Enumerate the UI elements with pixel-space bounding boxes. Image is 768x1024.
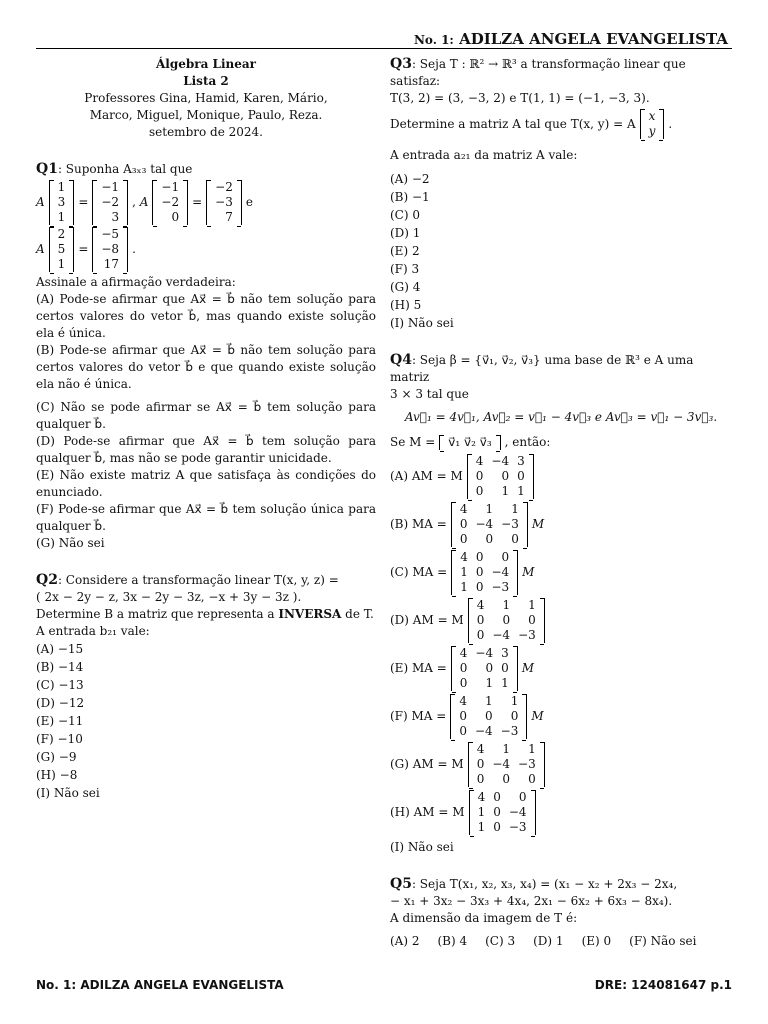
q5-line-2: − x₁ + 3x₂ − 3x₃ + 4x₄, 2x₁ − 6x₂ + 6x₃ − 8x₄). xyxy=(390,894,673,908)
q1-option-g[interactable]: (G) Não sei xyxy=(36,536,105,550)
right-column xyxy=(390,56,732,950)
q2-inversa: INVERSA xyxy=(278,607,342,621)
q2-option-i[interactable]: (I) Não sei xyxy=(36,786,100,800)
q3-line-3: Determine a matriz A tal que T(x, y) = A x y . xyxy=(390,109,673,138)
q2-line-3: Determine B a matriz que representa a INVERSA de T. xyxy=(36,607,374,621)
q1-intro: : Suponha A₃ₓ₃ tal que xyxy=(57,162,193,176)
q2-label: Q2 xyxy=(36,572,58,588)
q1-prompt: Assinale a afirmação verdadeira: xyxy=(36,275,236,289)
q3-option-d[interactable]: (D) 1 xyxy=(390,226,421,240)
q1-option-f[interactable]: (F) Pode-se afirmar que Ax⃗ = b⃗ tem solução única para qualquer b⃗. xyxy=(36,502,376,533)
q5-line-1: : Seja T(x₁, x₂, x₃, x₄) = (x₁ − x₂ + 2x₃ − 2x₄, xyxy=(411,877,678,891)
q2-option-g[interactable]: (G) −9 xyxy=(36,750,77,764)
q5-line-3: A dimensão da imagem de T é: xyxy=(390,911,578,925)
footer-right: DRE: 124081647 p.1 xyxy=(594,978,732,992)
q4-option-b[interactable]: (B) MA = 4 1 1 0 −4 −3 0 0 0 M xyxy=(390,502,545,546)
q4-option-d[interactable]: (D) AM = M 4 1 1 0 0 0 0 −4 −3 xyxy=(390,598,732,643)
q4-option-e[interactable]: (E) MA = 4 −4 3 0 0 0 0 1 1 M xyxy=(390,646,535,690)
q3-option-i[interactable]: (I) Não sei xyxy=(390,316,454,330)
professors-line-2: Marco, Miguel, Monique, Paulo, Reza. xyxy=(89,108,323,122)
date: setembro de 2024. xyxy=(149,125,263,139)
q4-option-g-matrix: 4 1 1 0 −4 −3 0 0 0 xyxy=(468,742,545,787)
q3-label: Q3 xyxy=(390,56,412,72)
q4-option-c-matrix: 4 0 0 1 0 −4 1 0 −3 xyxy=(451,550,518,595)
q1-label: Q1 xyxy=(36,161,58,177)
course-title: Álgebra Linear xyxy=(155,57,256,71)
q1-result-1: −1 −2 3 xyxy=(92,180,128,225)
question-4 xyxy=(390,352,732,856)
q3-option-f[interactable]: (F) 3 xyxy=(390,262,420,276)
q4-option-a-matrix: 4 −4 3 0 0 0 0 1 1 xyxy=(467,454,534,499)
q4-matrix-m: v⃗₁ v⃗₂ v⃗₃ xyxy=(439,435,500,450)
question-5 xyxy=(390,876,732,950)
page-header xyxy=(414,30,728,48)
q4-line-2: 3 × 3 tal que xyxy=(390,387,469,401)
left-column xyxy=(36,56,376,802)
question-1 xyxy=(36,161,376,552)
q4-option-h-matrix: 4 0 0 1 0 −4 1 0 −3 xyxy=(469,790,536,835)
q1-result-3: −5 −8 17 xyxy=(92,227,128,272)
q3-line-2: T(3, 2) = (3, −3, 2) e T(1, 1) = (−1, −3, 3). xyxy=(390,91,650,105)
q1-option-c[interactable]: (C) Não se pode afirmar se Ax⃗ = b⃗ tem solução para qualquer b⃗. xyxy=(36,400,376,431)
q4-option-b-matrix: 4 1 1 0 −4 −3 0 0 0 xyxy=(451,502,528,547)
q5-label: Q5 xyxy=(390,876,412,892)
q4-line-1: : Seja β = {v⃗₁, v⃗₂, v⃗₃} uma base de ℝ³ e A uma matriz xyxy=(390,353,694,384)
professors-line-1: Professores Gina, Hamid, Karen, Mário, xyxy=(84,91,328,105)
footer-left: No. 1: ADILZA ANGELA EVANGELISTA xyxy=(36,978,284,992)
q4-option-f[interactable]: (F) MA = 4 1 1 0 0 0 0 −4 −3 M xyxy=(390,694,544,738)
q4-option-a[interactable]: (A) AM = M 4 −4 3 0 0 0 0 1 1 xyxy=(390,454,732,499)
header-number: No. 1: xyxy=(413,33,454,47)
q3-line-1: : Seja T : ℝ² → ℝ³ a transformação linear que satisfaz: xyxy=(390,57,686,88)
q3-option-b[interactable]: (B) −1 xyxy=(390,190,430,204)
q4-equations: Av⃗₁ = 4v⃗₁, Av⃗₂ = v⃗₁ − 4v⃗₃ e Av⃗₃ = v⃗₁ − 3v⃗₃. xyxy=(404,410,718,424)
question-3 xyxy=(390,56,732,332)
q1-equations-row-1: A 1 3 1 = −1 −2 3 , A −1 −2 0 = −2 −3 7 e xyxy=(36,180,253,224)
q4-option-h[interactable]: (H) AM = M 4 0 0 1 0 −4 1 0 −3 xyxy=(390,790,732,835)
q5-option-e[interactable]: (E) 0 xyxy=(581,934,612,948)
q2-option-b[interactable]: (B) −14 xyxy=(36,660,84,674)
q3-vector-xy: x y xyxy=(640,109,665,139)
q4-label: Q4 xyxy=(390,352,412,368)
question-2 xyxy=(36,572,376,802)
q1-option-e[interactable]: (E) Não existe matriz A que satisfaça às condições do enunciado. xyxy=(36,468,376,499)
q1-option-b[interactable]: (B) Pode-se afirmar que Ax⃗ = b⃗ não tem solução para certos valores do vetor b⃗ e que quando existe solução ela não é única. xyxy=(36,343,376,391)
q5-options xyxy=(390,933,732,950)
q3-line-4: A entrada a₂₁ da matriz A vale: xyxy=(390,148,578,162)
title-block xyxy=(36,56,376,141)
q2-option-e[interactable]: (E) −11 xyxy=(36,714,84,728)
q2-line-4: A entrada b₂₁ vale: xyxy=(36,624,150,638)
q2-line-1: : Considere a transformação linear T(x, y, z) = xyxy=(57,573,339,587)
q3-option-a[interactable]: (A) −2 xyxy=(390,172,430,186)
q4-option-c[interactable]: (C) MA = 4 0 0 1 0 −4 1 0 −3 M xyxy=(390,550,535,594)
q2-option-f[interactable]: (F) −10 xyxy=(36,732,83,746)
q2-option-a[interactable]: (A) −15 xyxy=(36,642,84,656)
q1-equations-row-2: A 2 5 1 = −5 −8 17 . xyxy=(36,227,136,271)
q1-option-d[interactable]: (D) Pode-se afirmar que Ax⃗ = b⃗ tem solução para qualquer b⃗, mas não se pode garantir unicidade. xyxy=(36,434,376,465)
list-title: Lista 2 xyxy=(183,74,229,88)
q4-options xyxy=(390,454,732,835)
q1-result-2: −2 −3 7 xyxy=(206,180,242,225)
q4-option-e-matrix: 4 −4 3 0 0 0 0 1 1 xyxy=(451,646,518,691)
q2-line-2: ( 2x − 2y − z, 3x − 2y − 3z, −x + 3y − 3z ). xyxy=(36,590,302,604)
q3-option-e[interactable]: (E) 2 xyxy=(390,244,420,258)
q2-option-h[interactable]: (H) −8 xyxy=(36,768,78,782)
q1-conj: e xyxy=(245,195,253,209)
q1-vector-3: 2 5 1 xyxy=(49,227,75,272)
q1-vector-2: −1 −2 0 xyxy=(152,180,188,225)
q2-option-d[interactable]: (D) −12 xyxy=(36,696,85,710)
q4-option-f-matrix: 4 1 1 0 0 0 0 −4 −3 xyxy=(450,694,527,739)
q5-option-f[interactable]: (F) Não sei xyxy=(629,934,697,948)
q5-option-a[interactable]: (A) 2 xyxy=(390,934,420,948)
q4-def-m: Se M = v⃗₁ v⃗₂ v⃗₃ , então: xyxy=(390,435,551,449)
q1-option-a[interactable]: (A) Pode-se afirmar que Ax⃗ = b⃗ não tem solução para certos valores do vetor b⃗, mas quando existe solução ela é única. xyxy=(36,292,376,340)
header-student-name: ADILZA ANGELA EVANGELISTA xyxy=(459,30,728,48)
header-rule xyxy=(36,48,732,49)
q3-option-g[interactable]: (G) 4 xyxy=(390,280,421,294)
q5-option-d[interactable]: (D) 1 xyxy=(533,934,564,948)
q5-option-c[interactable]: (C) 3 xyxy=(485,934,516,948)
q1-vector-1: 1 3 1 xyxy=(49,180,75,225)
q4-option-d-matrix: 4 1 1 0 0 0 0 −4 −3 xyxy=(468,598,545,643)
q3-option-c[interactable]: (C) 0 xyxy=(390,208,420,222)
q3-option-h[interactable]: (H) 5 xyxy=(390,298,422,312)
q2-option-c[interactable]: (C) −13 xyxy=(36,678,84,692)
q5-option-b[interactable]: (B) 4 xyxy=(437,934,468,948)
q4-option-g[interactable]: (G) AM = M 4 1 1 0 −4 −3 0 0 0 xyxy=(390,742,732,787)
q4-option-i[interactable]: (I) Não sei xyxy=(390,840,454,854)
